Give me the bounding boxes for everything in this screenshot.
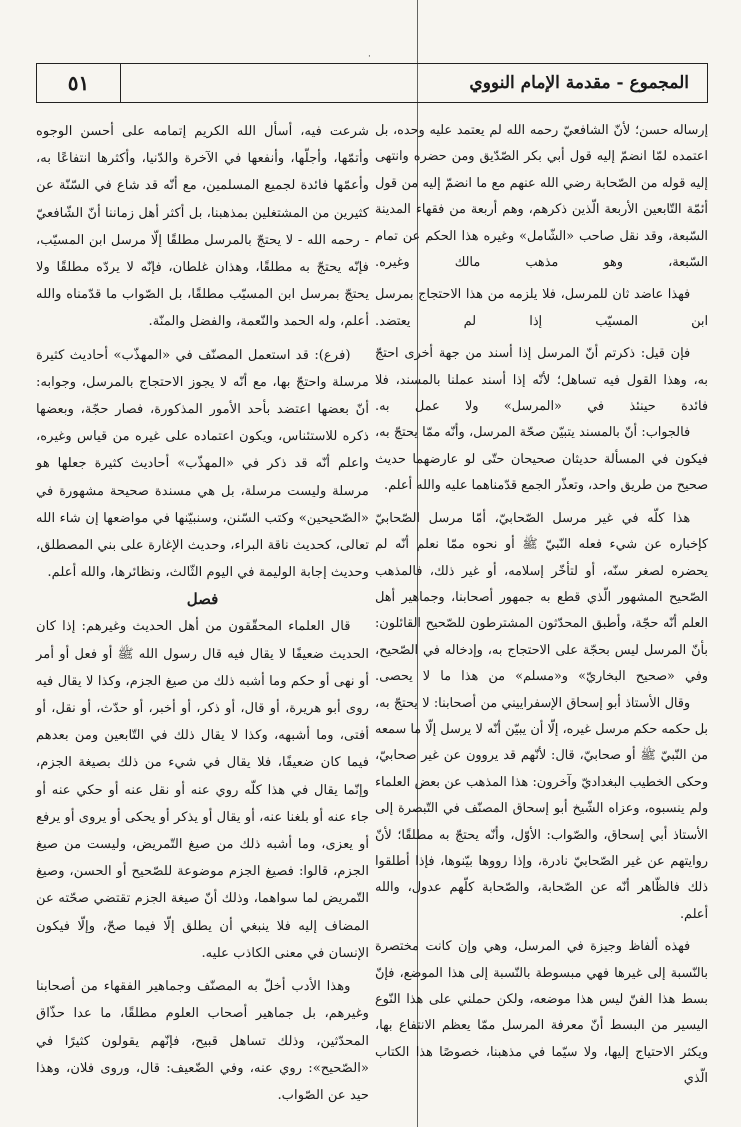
print-speck: · (368, 52, 371, 62)
paragraph: فهذا عاضد ثان للمرسل، فلا يلزمه من هذا الاحتجاج بمرسل ابن المسيّب إذا لم يعتضد. (375, 287, 708, 329)
paragraph: فإن قيل: ذكرتم أنّ المرسل إذا أسند من جهة أخرى احتجّ به، وهذا القول فيه تساهل؛ لأنّه إذا أسند عملنا بالمسند، فلا فائدة حينئذ في «المرسل» ولا عمل به. (375, 346, 708, 415)
text-column-right (375, 118, 708, 1093)
paragraph: إرساله حسن؛ لأنّ الشافعيّ رحمه الله لم يعتمد عليه وحده، بل اعتمده لمّا انضمّ إليه قول أبي بكر الصّدّيق ومن حضره وانتهى إليه قوله من الصّحابة رضي الله عنهم مع ما انضمّ إليه من قول أئمّة التّابعين الأربعة الّذين ذكرهم، وهم أربعة من فقهاء المدينة السّبعة، وقد نقل صاحب «الشّامل» وغيره هذا الحكم عن تمام السّبعة، وهو مذهب مالك وغيره. (375, 123, 708, 271)
running-title: المجموع - مقدمة الإمام النووي (469, 73, 689, 93)
running-header (36, 63, 708, 103)
section-heading: فصل (186, 590, 219, 609)
paragraph: وقال الأستاذ أبو إسحاق الإسفراييني من أصحابنا: لا يحتجّ به، بل حكمه حكم مرسل غيره، إلّا أن يبيّن أنّه لا يرسل إلّا ما سمعه من النّبيّ ﷺ أو صحابيّ، قال: لأنّهم قد يروون عن غير صحابيّ، وحكى الخطيب البغداديّ وآخرون: هذا المذهب عن بعض العلماء ولم ينسبوه، وعزاه الشّيخ أبو إسحاق المصنّف في التّبصرة إلى الأستاذ أبي إسحاق، والصّواب: الأوّل، وأنّه يحتجّ به مطلقًا؛ لأنّ روايتهم عن غير الصّحابيّ نادرة، وإذا رووها بيّنوها، فإذا أطلقوا ذلك فالظّاهر أنّه عن الصّحابة، والصّحابة كلّهم عدول، والله أعلم. (375, 695, 708, 922)
paragraph: فالجواب: أنّ بالمسند يتبيّن صحّة المرسل، وأنّه ممّا يحتجّ به، فيكون في المسألة حديثان صحيحان حتّى لو عارضهما حديث صحيح من طريق واحد، وتعذّر الجمع قدّمناهما عليه والله أعلم. (375, 425, 708, 494)
page-number: ٥١ (67, 71, 90, 95)
paragraph: هذا كلّه في غير مرسل الصّحابيّ، أمّا مرسل الصّحابيّ كإخباره عن شيء فعله النّبيّ ﷺ أو نحوه ممّا نعلم أنّه لم يحضره لصغر سنّه، أو لتأخّر إسلامه، أو غير ذلك، فالمذهب الصّحيح المشهور الّذي قطع به جمهور أصحابنا، وجماهير أهل العلم أنّه حجّة، وأطبق المحدّثون المشترطون للصّحيح القائلون: بأنّ المرسل ليس بحجّة على الاحتجاج به، وإدخاله في الصّحيح، وفي «صحيح البخاريّ» و«مسلم» من هذا ما لا يحصى. (375, 510, 708, 685)
paragraph: وهذا الأدب أخلّ به المصنّف وجماهير الفقهاء من أصحابنا وغيرهم، بل جماهير أصحاب العلوم مطلقًا، ما عدا حذّاق المحدّثين، وذلك تساهل قبيح، فإنّهم يقولون كثيرًا في «الصّحيح»: روي عنه، وفي الضّعيف: قال، وروى فلان، وهذا حيد عن الصّواب. (36, 979, 369, 1103)
paragraph: قال العلماء المحقّقون من أهل الحديث وغيرهم: إذا كان الحديث ضعيفًا لا يقال فيه قال رسول الله ﷺ أو فعل أو أمر أو نهى أو حكم وما أشبه ذلك من صيغ الجزم، وكذا لا يقال فيه روى أبو هريرة، أو قال، أو ذكر، أو أخبر، أو حدّث، أو نقل، أو أفتى، وما أشبهه، وكذا لا يقال ذلك في التّابعين ومن بعدهم فيما كان ضعيفًا، فلا يقال في شيء من ذلك بصيغة الجزم، وإنّما يقال في هذا كلّه روي عنه أو نقل عنه أو حكي عنه أو جاء عنه أو بلغنا عنه، أو يقال أو يذكر أو يحكى أو يروى أو يرفع أو يعزى، وما أشبه ذلك من صيغ التّمريض، وليست من صيغ الجزم، قالوا: فصيغ الجزم موضوعة للصّحيح أو الحسن، وصيغ التّمريض لما سواهما، وذلك أنّ صيغة الجزم تقتضي صحّته عن المضاف إليه فلا ينبغي أن يطلق إلّا فيما صحّ، وإلّا فيكون الإنسان في معنى الكاذب عليه. (36, 619, 369, 961)
paragraph: شرعت فيه، أسأل الله الكريم إتمامه على أحسن الوجوه وأتمّها، وأجلّها، وأنفعها في الآخرة والدّنيا، وأكثرها انتفاعًا به، وأعمّها فائدة لجميع المسلمين، مع أنّه قد شاع في السّنّة عن كثيرين من المشتغلين بمذهبنا، بل أكثر أهل زماننا أنّ الشّافعيّ - رحمه الله - لا يحتجّ بالمرسل مطلقًا إلّا مرسل ابن المسيّب، فإنّه يحتجّ به مطلقًا، وهذان غلطان، فإنّه لا يردّه مطلقًا ولا يحتجّ بمرسل ابن المسيّب مطلقًا، بل الصّواب ما قدّمناه والله أعلم، وله الحمد والنّعمة، والفضل والمنّة. (36, 124, 369, 330)
text-column-left (36, 118, 369, 1109)
paragraph: (فرع): قد استعمل المصنّف في «المهذّب» أحاديث كثيرة مرسلة واحتجّ بها، مع أنّه لا يجوز الاحتجاج بالمرسل، وجوابه: أنّ بعضها اعتضد بأحد الأمور المذكورة، فصار حجّة، وبعضها ذكره للاستئناس، ويكون اعتماده على غيره من قياس وغيره، واعلم أنّه قد ذكر في «المهذّب» أحاديث كثيرة جعلها هو مرسلة وليست مرسلة، بل هي مسندة صحيحة مشهورة في «الصّحيحين» وكتب السّنن، وسنبيّنها في مواضعها إن شاء الله تعالى، كحديث ناقة البراء، وحديث الإغارة على بني المصطلق، وحديث إجابة الوليمة في اليوم الثّالث، ونظائرها، والله أعلم. (36, 347, 369, 581)
paragraph: فهذه ألفاظ وجيزة في المرسل، وهي وإن كانت مختصرة بالنّسبة إلى غيرها فهي مبسوطة بالنّسبة إلى هذا الموضع، فإنّ بسط هذا الفنّ ليس هذا موضعه، ولكن حملني على هذا النّوع اليسير من البسط أنّ معرفة المرسل ممّا يعظم الانتفاع بها، ويكثر الاحتياج إليها، ولا سيّما في مذهبنا، خصوصًا هذا الكتاب الّذي (375, 939, 708, 1087)
page-number-box (37, 64, 121, 102)
